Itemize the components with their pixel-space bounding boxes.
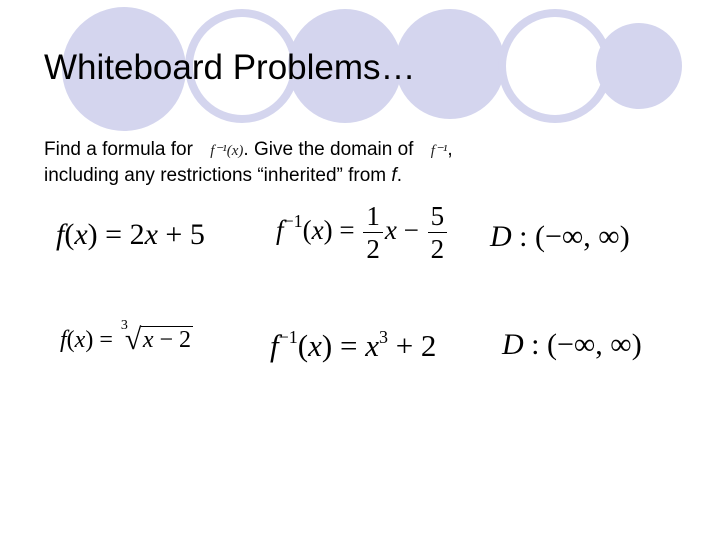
prompt-line-1	[44, 137, 684, 163]
ring-circle-2	[502, 13, 608, 119]
p1-frac-half: $\frac{1}{2}$	[363, 200, 383, 265]
problem-1-inverse	[276, 200, 449, 265]
prompt-part1: Find a formula for	[44, 139, 193, 160]
p1-frac-five-halves: $\frac{5}{2}$	[428, 200, 448, 265]
prompt-line2-start: including any restrictions “inherited” from	[44, 165, 392, 186]
prompt-line-2	[44, 163, 684, 189]
prompt-line2-end: .	[396, 165, 402, 186]
prompt-line2-var: f	[391, 165, 397, 186]
problem-1-domain	[490, 220, 630, 254]
inverse-fx-notation: f⁻¹(x)	[210, 143, 244, 159]
cube-root: 3 √ x − 2	[120, 318, 192, 356]
prompt-part3: ,	[447, 139, 453, 160]
prompt-text	[44, 137, 684, 189]
slide-title: Whiteboard Problems…	[44, 48, 416, 87]
p2-function-render: f(x) = 3 √ x − 2	[60, 318, 192, 356]
inverse-notation: f⁻¹	[430, 143, 448, 159]
p1-function-render: f(x) = 2x + 5	[56, 218, 205, 251]
prompt-part2: . Give the domain of	[243, 139, 414, 160]
problem-2-domain	[502, 328, 642, 362]
p2-inverse-render: $f^{-1}(x) = x^3 + 2$	[270, 326, 437, 363]
p1-inverse-render: $f^{-1}(x)$ = $\frac{1}{2}$ x − $\frac{5}{2}$	[276, 215, 449, 245]
p2-domain-render: D : (−∞, ∞)	[502, 328, 642, 361]
p1-domain-render: D : (−∞, ∞)	[490, 220, 630, 253]
filled-circle-4	[596, 23, 682, 109]
problem-1-function	[56, 218, 205, 252]
problem-2-function	[60, 318, 193, 356]
problem-2-inverse	[270, 328, 436, 364]
